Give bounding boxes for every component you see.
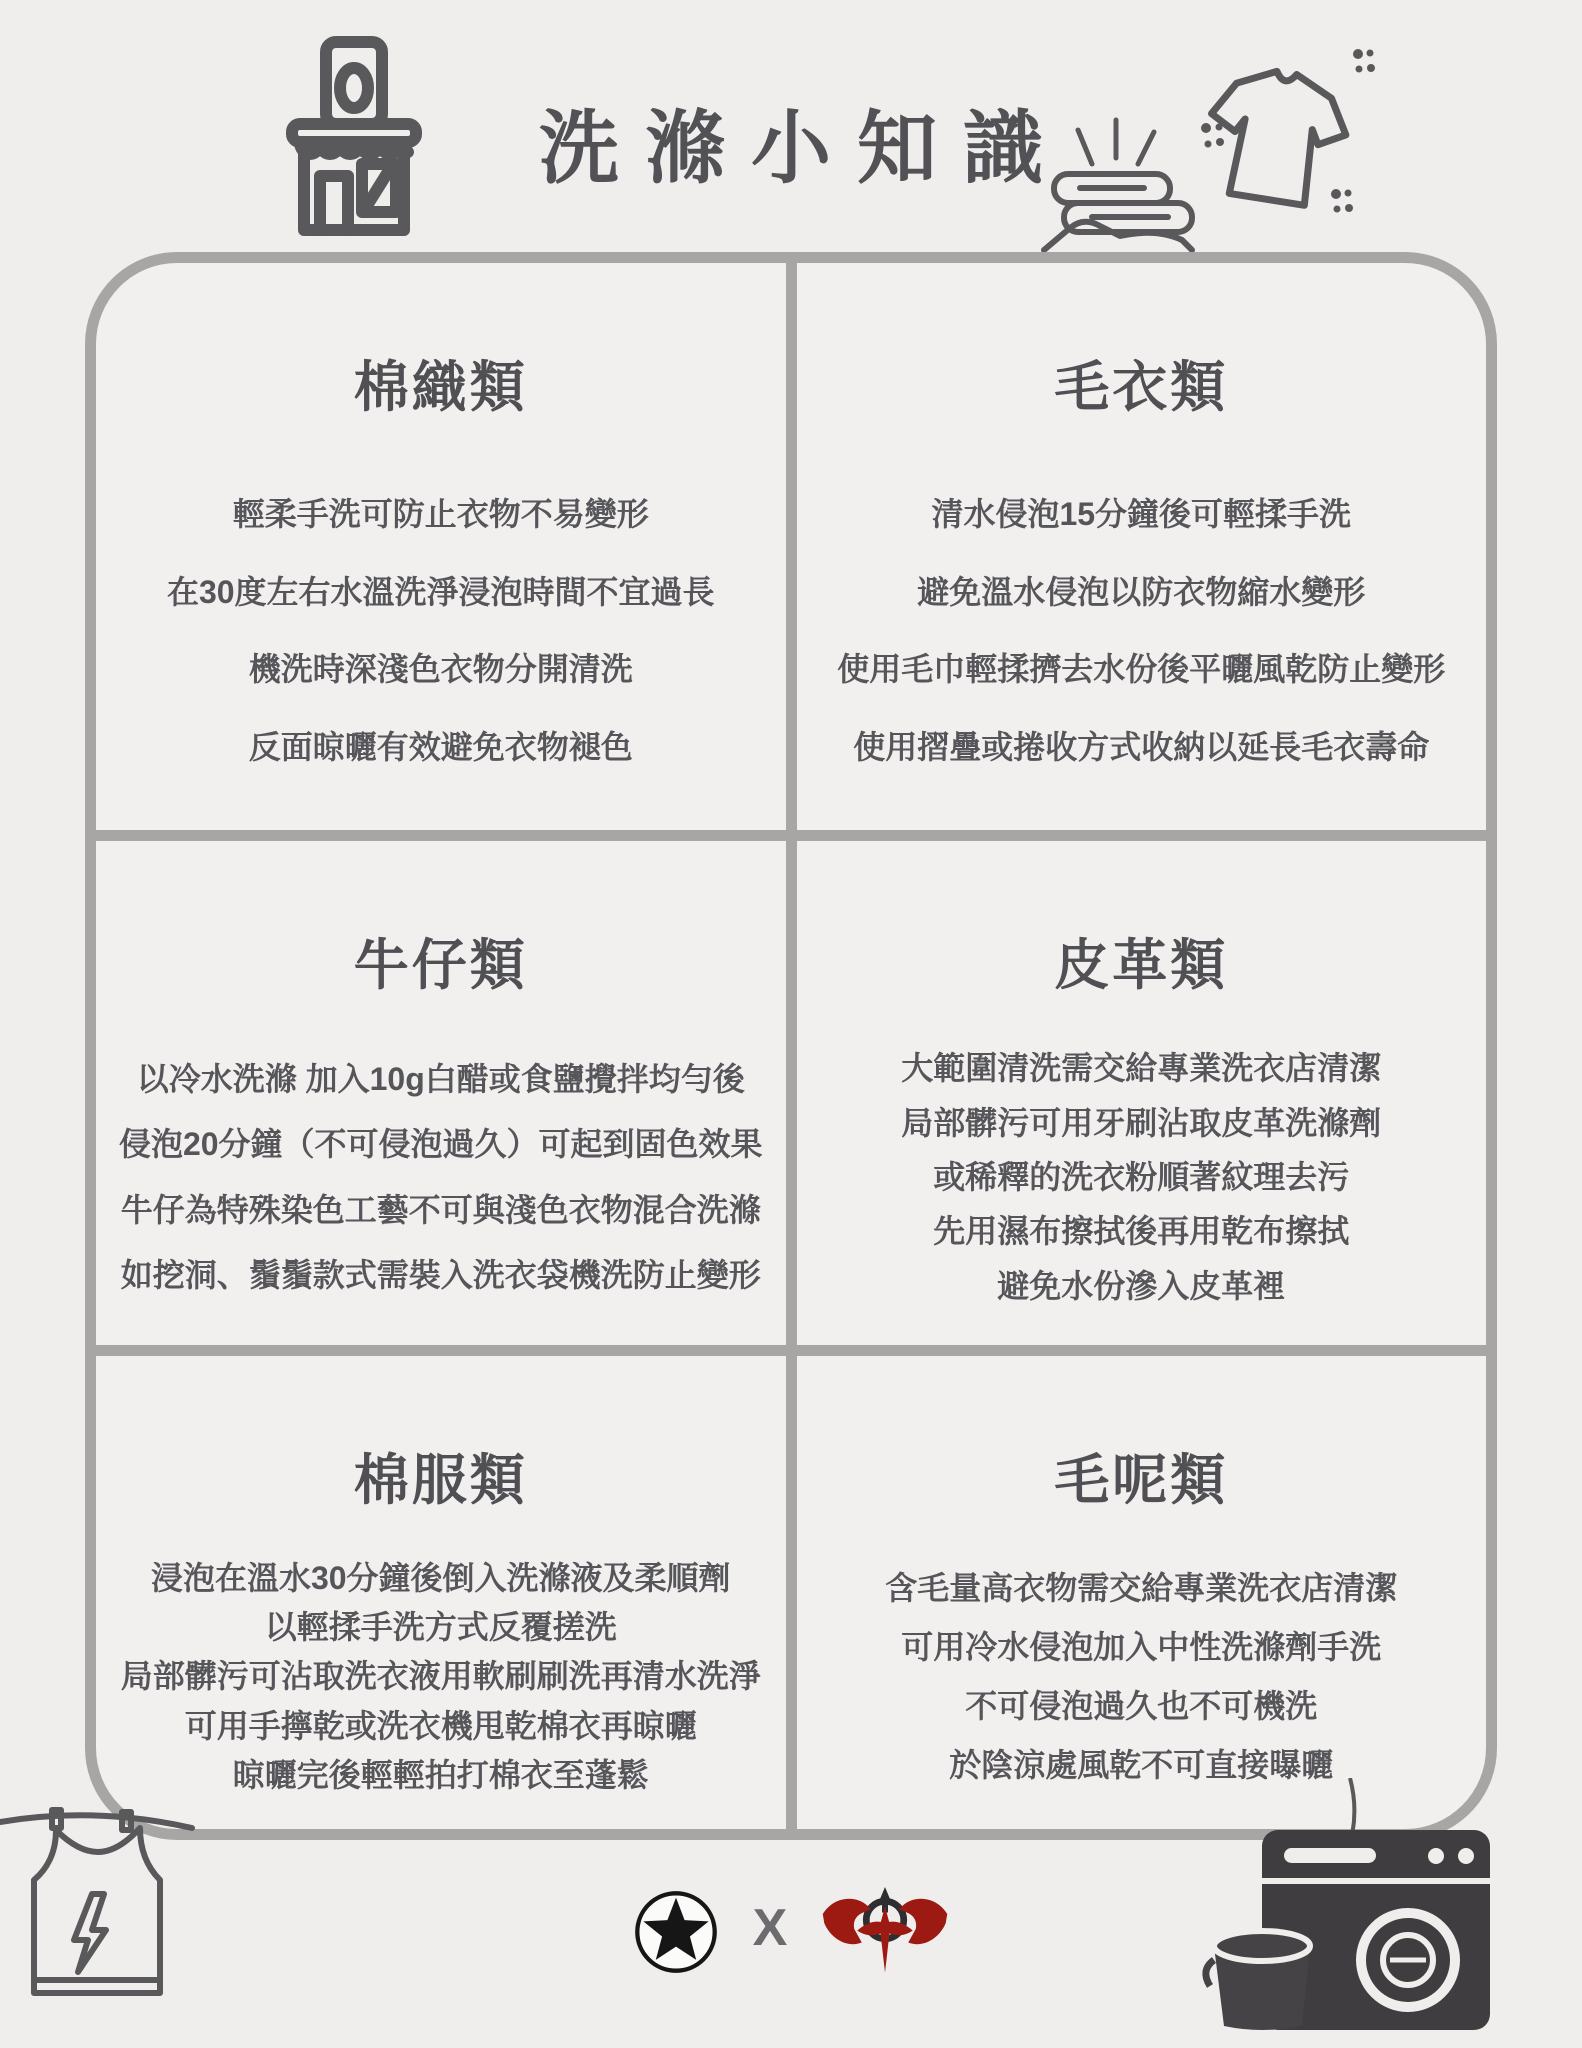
card-lines — [807, 1550, 1477, 1799]
card-sweaters — [797, 263, 1487, 830]
tip-line: 侵泡20分鐘（不可侵泡過久）可起到固色效果 — [118, 1126, 763, 1163]
tip-line: 機洗時深淺色衣物分開清洗 — [248, 651, 633, 688]
card-leather — [797, 841, 1487, 1345]
tip-line: 清水侵泡15分鐘後可輕揉手洗 — [931, 495, 1352, 532]
tip-line: 大範圍清洗需交給專業洗衣店清潔 — [901, 1050, 1382, 1087]
tip-line: 可用手擰乾或洗衣機甩乾棉衣再晾曬 — [184, 1707, 697, 1744]
card-title: 毛衣類 — [1054, 355, 1229, 418]
tip-line: 晾曬完後輕輕拍打棉衣至蓬鬆 — [232, 1756, 649, 1793]
card-title: 毛呢類 — [1054, 1448, 1229, 1511]
header-right-icons — [1040, 16, 1380, 252]
tip-line: 浸泡在溫水30分鐘後倒入洗滌液及柔順劑 — [150, 1560, 731, 1597]
card-denim — [96, 841, 786, 1345]
tip-line: 可用冷水侵泡加入中性洗滌劑手洗 — [901, 1629, 1382, 1665]
card-lines — [807, 457, 1477, 800]
card-lines — [807, 1035, 1477, 1315]
tip-line: 避免溫水侵泡以防衣物縮水變形 — [917, 573, 1366, 610]
tip-line: 含毛量高衣物需交給專業洗衣店清潔 — [885, 1570, 1398, 1606]
card-title: 棉織類 — [353, 355, 528, 418]
hand-holding-towels-icon — [1044, 120, 1192, 250]
tip-line: 以冷水洗滌 加入10g白醋或食鹽攪拌均勻後 — [136, 1061, 745, 1098]
tip-line: 避免水份滲入皮革裡 — [997, 1267, 1286, 1304]
card-title: 皮革類 — [1054, 933, 1229, 996]
tip-line: 輕柔手洗可防止衣物不易變形 — [232, 495, 649, 532]
card-lines — [106, 1550, 776, 1799]
tip-line: 於陰涼處風乾不可直接曝曬 — [949, 1747, 1334, 1783]
tip-line: 以輕揉手洗方式反覆搓洗 — [264, 1609, 617, 1646]
card-cotton-padded — [96, 1356, 786, 1829]
card-wool — [797, 1356, 1487, 1829]
footer-logos — [0, 1882, 1582, 1982]
card-lines — [106, 1035, 776, 1315]
tip-line: 先用濕布擦拭後再用乾布擦拭 — [933, 1213, 1350, 1250]
tip-line: 牛仔為特殊染色工藝不可與淺色衣物混合洗滌 — [120, 1191, 761, 1228]
card-title: 棉服類 — [353, 1448, 528, 1511]
card-lines — [106, 457, 776, 800]
red-emblem-logo — [821, 1887, 949, 1977]
tip-line: 局部髒污可沾取洗衣液用軟刷刷洗再清水洗淨 — [120, 1658, 761, 1695]
tip-line: 使用毛巾輕揉擠去水份後平曬風乾防止變形 — [837, 651, 1446, 688]
tips-grid — [85, 252, 1497, 1840]
tip-line: 或稀釋的洗衣粉順著紋理去污 — [933, 1158, 1350, 1195]
tip-line: 反面晾曬有效避免衣物褪色 — [248, 729, 633, 766]
card-title: 牛仔類 — [353, 933, 528, 996]
tip-line: 局部髒污可用牙刷沾取皮革洗滌劑 — [901, 1104, 1382, 1141]
tip-line: 如挖洞、鬚鬚款式需裝入洗衣袋機洗防止變形 — [120, 1256, 761, 1293]
page-title: 洗滌小知識 — [539, 104, 1069, 193]
tshirt-icon — [1200, 62, 1354, 210]
tip-line: 使用摺疊或捲收方式收納以延長毛衣壽命 — [853, 729, 1430, 766]
sofc-star-logo — [633, 1889, 719, 1975]
tip-line: 不可侵泡過久也不可機洗 — [965, 1688, 1318, 1724]
card-cotton-woven — [96, 263, 786, 830]
tip-line: 在30度左右水溫洗淨浸泡時間不宜過長 — [166, 573, 715, 610]
collab-x-separator: X — [752, 1899, 788, 1957]
